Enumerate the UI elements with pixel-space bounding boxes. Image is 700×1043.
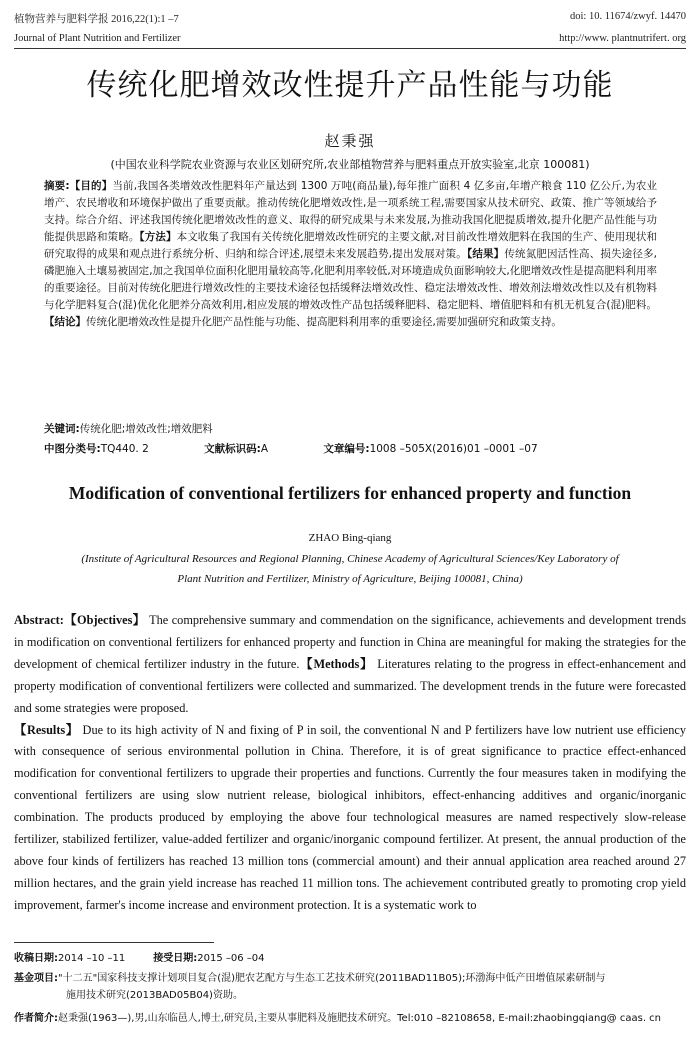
methods-en: Literatures relating to the progress in effect-enhancement and property modification of conventional fertilizers were collected and summarized. The development trends in the future were forecasted and some strategies were proposed.	[14, 656, 687, 715]
conclusion-cn-label: 【结论】	[44, 316, 86, 328]
fund-line-1: "十二五"国家科技支撑计划项目复合(混)肥农艺配方与生态工艺技术研究(2011BAD11B05);环渤海中低产田增值尿素研制与	[58, 973, 606, 984]
objectives-cn: 当前,我国各类增效改性肥料年产量达到 1300 万吨(商品量),每年推广面积 4 亿多亩,年增产粮食 110 亿公斤,为农业增产、农民增收和环境保护做出了重要贡献。推动传统化肥增效改性,是一项系统工程,需要国家从技术研究、政策、推广等领域给予支持。综合介绍、评述我国传统化肥增效改性的意义、取得的研究成果与未来发展,为推动我国化肥提质增效,提升化肥产品性能与功能提供思路和策略。	[44, 180, 658, 243]
doi[interactable]: doi: 10. 11674/zwyf. 14470	[570, 11, 686, 22]
keywords	[44, 421, 657, 436]
objectives-cn-label: 【目的】	[69, 180, 113, 192]
header-rule	[14, 48, 686, 49]
keywords-text: 传统化肥;增效改性;增效肥料	[79, 423, 213, 435]
abstract-cn	[44, 178, 657, 331]
abstract-en	[14, 610, 686, 917]
conclusion-cn: 传统化肥增效改性是提升化肥产品性能与功能、提高肥料利用率的重要途径,需要加强研究和政策支持。	[86, 316, 562, 328]
title-en: Modification of conventional fertilizers for enhanced property and function	[68, 483, 632, 503]
clc-item	[44, 443, 149, 455]
results-en-label: 【Results】	[14, 722, 79, 737]
title-cn: 传统化肥增效改性提升产品性能与功能	[86, 68, 614, 103]
affiliation-en	[60, 549, 640, 589]
received-date: 2014 –10 –11	[58, 953, 126, 964]
footnote-fund	[14, 970, 686, 1004]
clc-label: 中图分类号:	[44, 443, 101, 455]
fund-line-2: 施用技术研究(2013BAD05B04)资助。	[66, 990, 243, 1001]
footnote-author	[14, 1010, 686, 1027]
author-cn: 赵秉强	[324, 132, 376, 150]
author-bio: 赵秉强(1963—),男,山东临邑人,博士,研究员,主要从事肥料及施肥技术研究。Tel:010 –82108658, E-mail:zhaobingqiang@ caas. cn	[58, 1013, 662, 1024]
article-no-label: 文章编号:	[323, 443, 370, 455]
objectives-en: The comprehensive summary and commendation on the significance, achievements and development trends in modification on conventional fertilizers for enhanced property and function in China are meaningful for making the strategies for the development of chemical fertilizer industry in the future.	[14, 613, 686, 671]
results-en: Due to its high activity of N and fixing of P in soil, the conventional N and P fertilizers have low nutrient use efficiency with consequence of serious environmental pollution in China. Therefore, it is of great significance to practice effect-enhanced modification for conventional fertilizers to upgrade their properties and functions. Currently the four measures taken in modifying the conventional fertilizers are using slow nutrient release, biological inhibitors, effect-enhancing additives and organic/inorganic combination. The products produced by employing the above four technological measures are named respectively slow-release fertilizer, stabilized fertilizer, value-added fertilizer and organic/inorganic compound fertilizer. At present, the annual production of the above four kinds of fertilizers has reached 13 million tons (commercial amount) and their annual application area reached around 27 million hectares, and the grain yield increase has reached 11 million tons. The achievement contributed greatly to promoting crop yield improvement, farmer's income increase and environment protection. It is a systematic work to	[14, 722, 686, 912]
affiliation-en-line-2: Plant Nutrition and Fertilizer, Ministry of Agriculture, Beijing 100081, China)	[177, 573, 523, 585]
methods-cn-label: 【方法】	[139, 231, 177, 243]
abstract-en-label: Abstract:	[14, 613, 64, 627]
affiliation-en-line-1: (Institute of Agricultural Resources and Regional Planning, Chinese Academy of Agricultural Sciences/Key Laboratory of	[81, 553, 619, 565]
footnote-dates	[14, 950, 686, 967]
doc-code-item	[204, 443, 268, 455]
abstract-cn-label: 摘要:	[44, 180, 70, 192]
author-en: ZHAO Bing-qiang	[308, 532, 392, 544]
author-bio-label: 作者简介:	[14, 1013, 58, 1024]
journal-citation-cn: 植物营养与肥料学报 2016,22(1):1 –7	[14, 14, 179, 25]
running-header-bottom	[14, 33, 686, 44]
journal-url[interactable]: http://www. plantnutrifert. org	[559, 33, 686, 44]
article-no-item	[323, 443, 537, 455]
clc-value: TQ440. 2	[100, 443, 149, 455]
results-cn: 传统氮肥因活性高、损失途径多,磷肥施入土壤易被固定,加之我国单位面积化肥用量较高等,化肥利用率较低,对环境造成负面影响较大,化肥增效改性是提高肥料利用率的重要途径。目前对传统化肥进行增效改性的主要技术途径包括缓释法增效改性、稳定法增效改性、增效剂法增效改性以及有机物料与化学肥料复合(混)优化化肥养分高效利用,相应发展的增效改性产品包括缓释肥料、稳定肥料、增值肥料和有机无机复合(混)肥料。	[44, 248, 658, 311]
footnote-rule	[14, 942, 214, 943]
accepted-label: 接受日期:	[153, 953, 198, 964]
doc-code-label: 文献标识码:	[204, 443, 261, 455]
affiliation-cn: (中国农业科学院农业资源与农业区划研究所,农业部植物营养与肥料重点开放实验室,北京 100081)	[110, 158, 590, 171]
classification-line	[44, 441, 657, 456]
accepted-date: 2015 –06 –04	[197, 953, 265, 964]
fund-label: 基金项目:	[14, 973, 58, 984]
running-header-top	[14, 11, 686, 26]
methods-en-label: 【Methods】	[299, 656, 374, 671]
received-label: 收稿日期:	[14, 953, 58, 964]
journal-name-en: Journal of Plant Nutrition and Fertilizer	[14, 33, 181, 44]
keywords-label: 关键词:	[44, 423, 80, 435]
results-cn-label: 【结果】	[466, 248, 505, 260]
methods-cn: 本文收集了我国有关传统化肥增效改性研究的主要文献,对目前改性增效肥料在我国的生产、使用现状和研究取得的成果和观点进行系统分析、归纳和综合评述,展望未来发展趋势,提出发展对策。	[44, 231, 658, 260]
objectives-en-label: 【Objectives】	[63, 613, 146, 627]
article-no-value: 1008 –505X(2016)01 –0001 –07	[369, 443, 538, 455]
doc-code-value: A	[260, 443, 269, 455]
